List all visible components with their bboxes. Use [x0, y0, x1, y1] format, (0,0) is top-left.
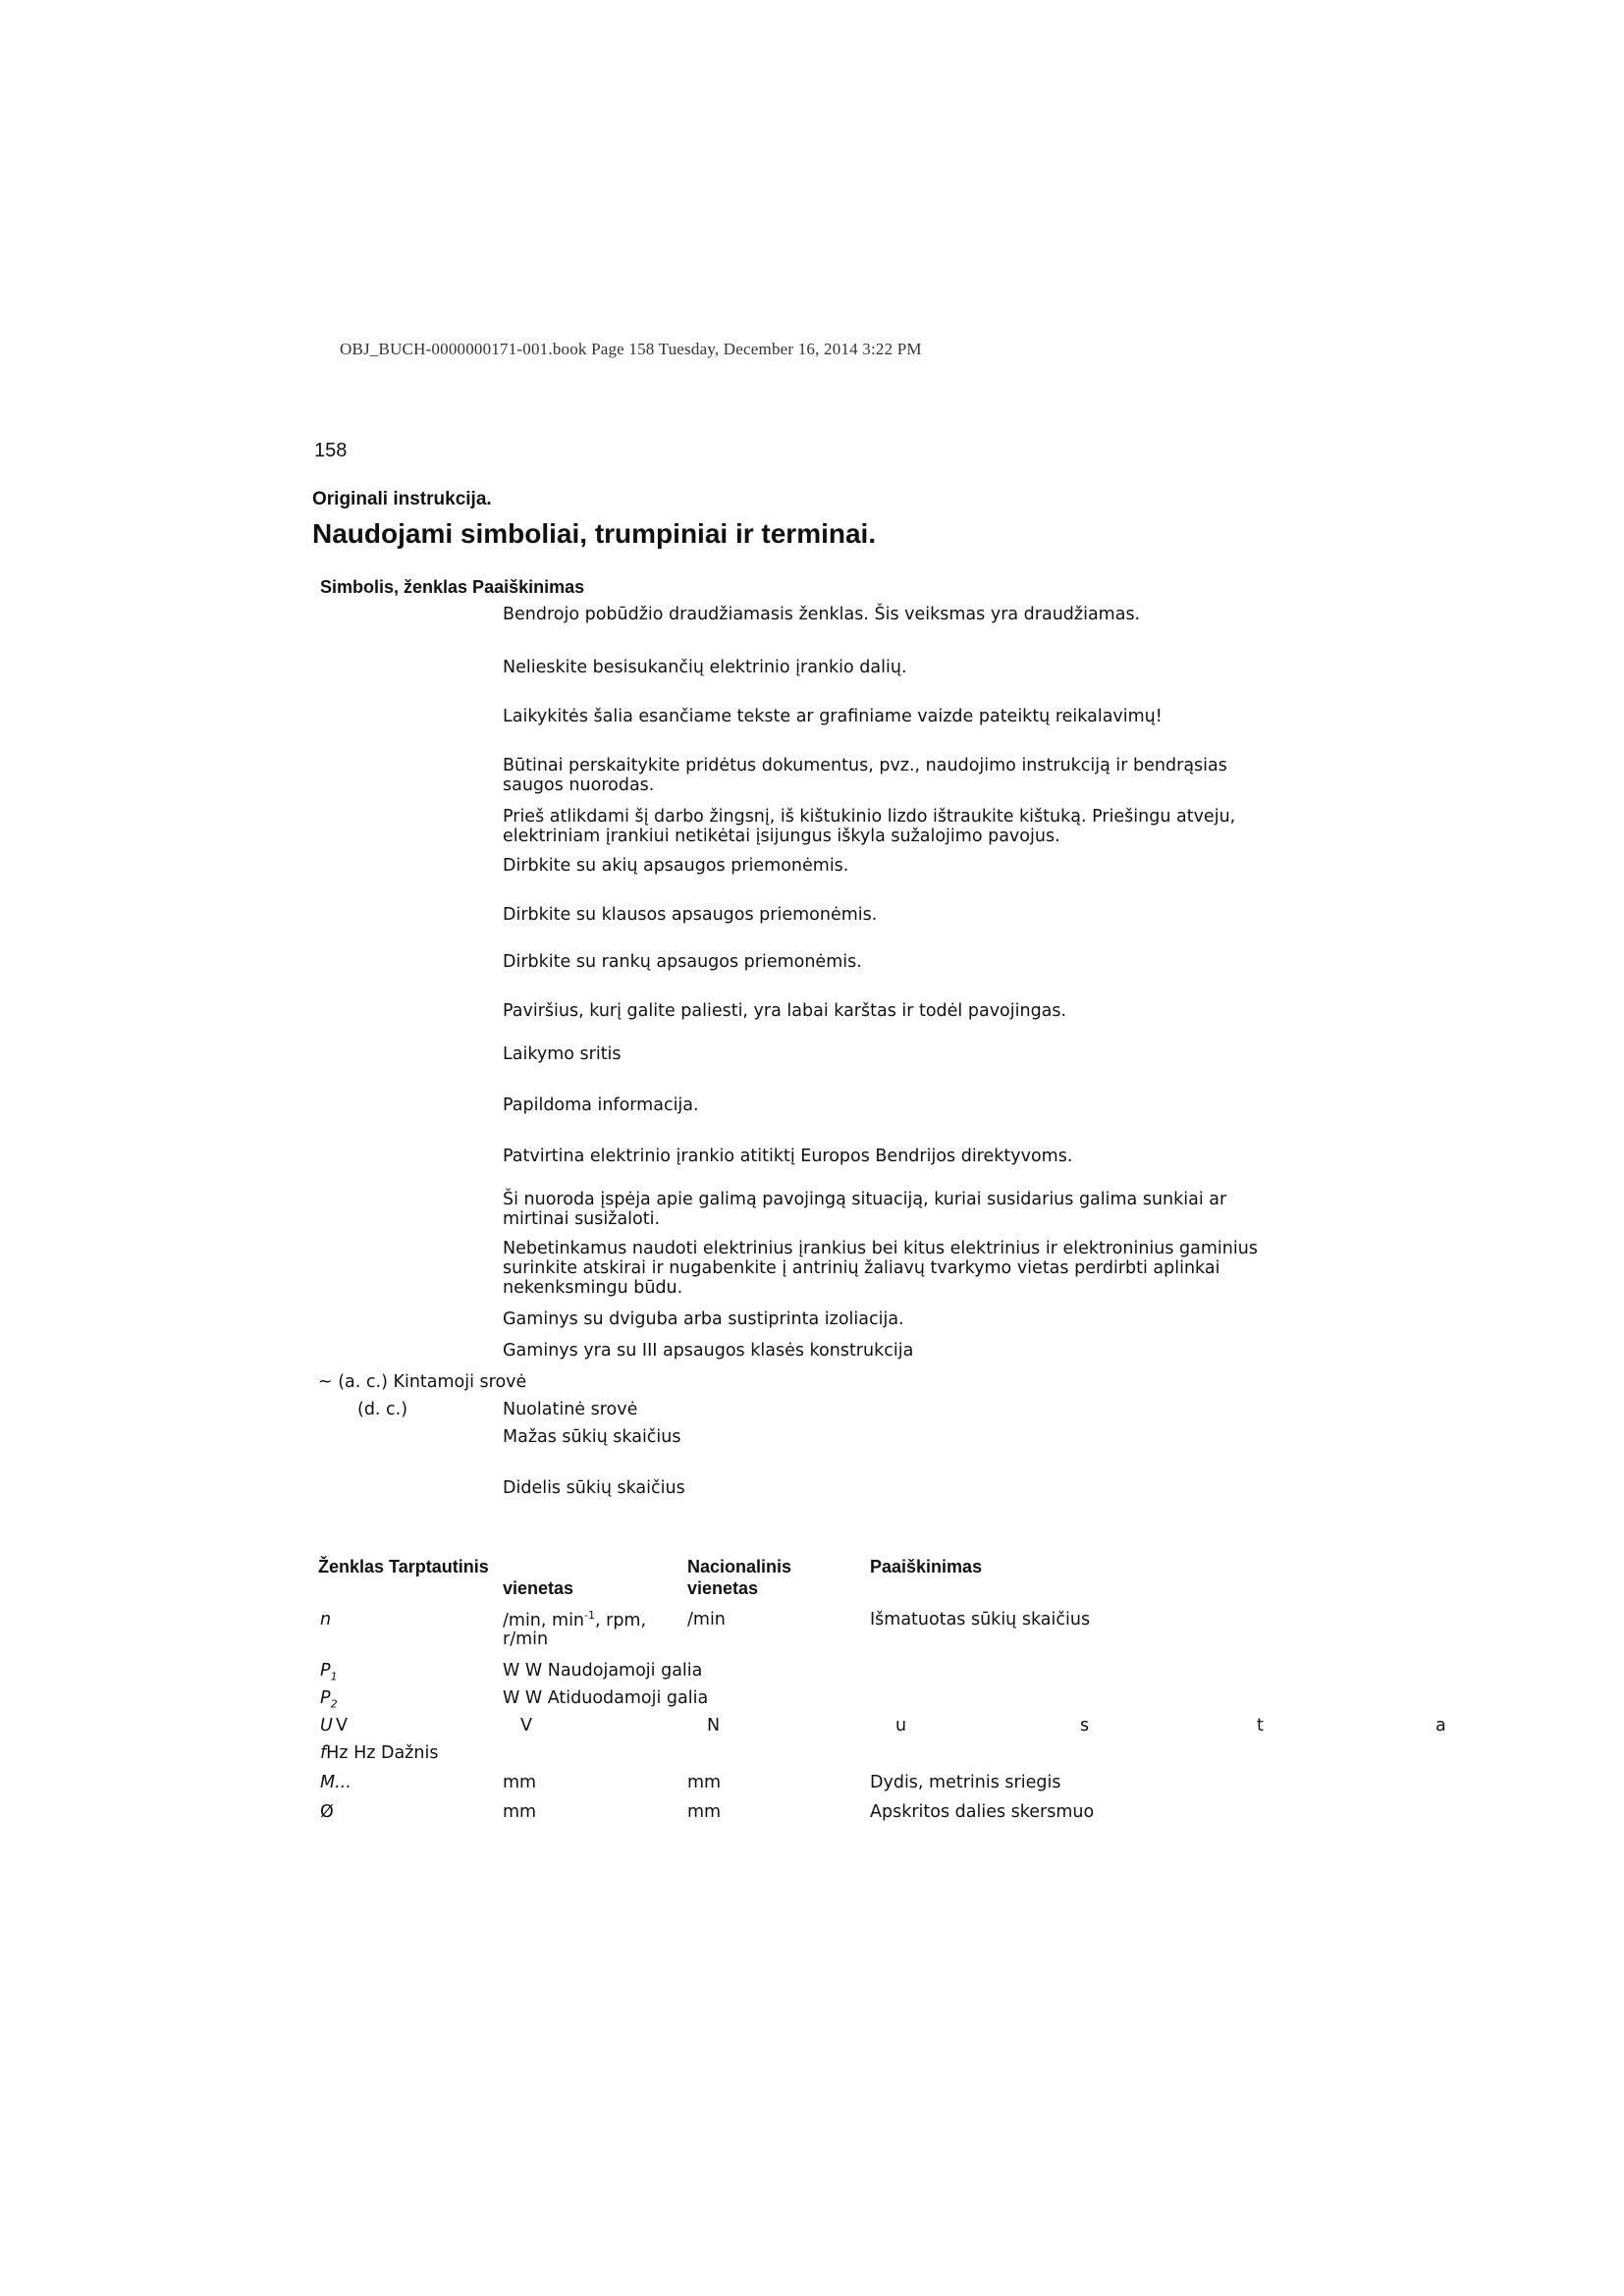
prohibition-desc: Bendrojo pobūdžio draudžiamasis ženklas. Šis veiksmas yra draudžiamas.: [503, 605, 1141, 624]
protection-class-iii-desc: Gaminys yra su III apsaugos klasės konstrukcija: [503, 1341, 914, 1361]
table-row-u-letter: u: [895, 1716, 907, 1735]
table-row-d-national: mm: [687, 1802, 722, 1822]
table-row-m-intl: mm: [503, 1773, 537, 1792]
table-row-d-explanation: Apskritos dalies skersmuo: [870, 1802, 1095, 1822]
symbols-section-header: Simbolis, ženklas Paaiškinimas: [320, 577, 585, 597]
table-row-u-letter: t: [1257, 1716, 1264, 1735]
ac-current-line: ~ (a. c.) Kintamoji srovė: [318, 1372, 527, 1392]
dc-desc: Nuolatinė srovė: [503, 1400, 638, 1419]
table-row-u-national: V: [520, 1716, 532, 1735]
table-row-u-sign: U: [320, 1716, 333, 1735]
table-row-m-national: mm: [687, 1773, 722, 1792]
table-row-n-intl: /min, $\min^{-1}$, rpm,: [503, 1609, 647, 1630]
hearing-protection-desc: Dirbkite su klausos apsaugos priemonėmis.: [503, 905, 878, 925]
table-row-u-intl: V: [336, 1716, 348, 1735]
table-row-n-explanation: Išmatuotas sūkių skaičius: [870, 1610, 1091, 1629]
table-row-p2-sign: $P_2$: [320, 1688, 338, 1711]
page-title: Naudojami simboliai, trumpiniai ir terminai.: [312, 518, 877, 549]
warning-desc: Ši nuoroda įspėja apie galimą pavojingą situaciją, kuriai susidarius galima sunkiai ar mirtinai susižaloti.: [503, 1190, 1227, 1229]
col-header-sign: Ženklas Tarptautinis: [318, 1557, 489, 1576]
book-header-line: OBJ_BUCH-0000000171-001.book Page 158 Tuesday, December 16, 2014 3:22 PM: [340, 340, 922, 358]
col-header-explanation: Paaiškinimas: [870, 1557, 983, 1576]
high-speed-desc: Didelis sūkių skaičius: [503, 1478, 685, 1498]
read-documents-desc: Būtinai perskaitykite pridėtus dokumentus, pvz., naudojimo instrukciją ir bendrąsias saugos nuorodas.: [503, 756, 1227, 795]
table-row-p1-text: W W Naudojamoji galia: [503, 1661, 703, 1681]
table-row-m-explanation: Dydis, metrinis sriegis: [870, 1773, 1061, 1792]
table-row-n-intl-cont: r/min: [503, 1629, 549, 1649]
observe-instructions-desc: Laikykitės šalia esančiame tekste ar grafiniame vaizde pateiktų reikalavimų!: [503, 707, 1163, 726]
hot-surface-desc: Paviršius, kurį galite paliesti, yra labai karštas ir todėl pavojingas.: [503, 1001, 1067, 1021]
original-instructions-label: Originali instrukcija.: [312, 489, 492, 509]
disposal-desc: Nebetinkamus naudoti elektrinius įrankius bei kitus elektrinius ir elektroninius gaminius surinkite atskirai ir nugabenkite į antrinių žaliavų tvarkymo vietas perdirbti aplinkai nekenksmingu būdu.: [503, 1239, 1258, 1298]
table-row-d-intl: mm: [503, 1802, 537, 1822]
rotating-parts-desc: Nelieskite besisukančių elektrinio įrankio dalių.: [503, 658, 907, 677]
col-header-national-l1: Nacionalinis: [687, 1557, 792, 1576]
col-header-intl-unit: vienetas: [503, 1578, 574, 1598]
hand-protection-desc: Dirbkite su rankų apsaugos priemonėmis.: [503, 952, 862, 972]
table-row-m-sign: M...: [320, 1773, 352, 1792]
table-row-f: fHz Hz Dažnis: [320, 1743, 439, 1763]
table-row-d-sign: Ø: [320, 1802, 334, 1822]
double-insulation-desc: Gaminys su dviguba arba sustiprinta izoliacija.: [503, 1309, 904, 1329]
table-row-n-sign: n: [320, 1610, 332, 1629]
unplug-desc: Prieš atlikdami šį darbo žingsnį, iš kištukinio lizdo ištraukite kištuką. Priešingu atveju, elektriniam įrankiui netikėtai įsijungus iškyla sužalojimo pavojus.: [503, 807, 1236, 846]
col-header-national-l2: vienetas: [687, 1578, 759, 1598]
additional-info-desc: Papildoma informacija.: [503, 1095, 699, 1115]
grip-area-desc: Laikymo sritis: [503, 1044, 622, 1064]
page-number: 158: [314, 440, 348, 461]
eye-protection-desc: Dirbkite su akių apsaugos priemonėmis.: [503, 856, 849, 876]
ec-conformity-desc: Patvirtina elektrinio įrankio atitiktį Europos Bendrijos direktyvoms.: [503, 1147, 1073, 1166]
table-row-p1-sign: $P_1$: [320, 1661, 338, 1683]
table-row-u-letter: s: [1080, 1716, 1090, 1735]
table-row-u-letter: N: [707, 1716, 721, 1735]
dc-label: (d. c.): [357, 1400, 408, 1419]
table-row-n-national: /min: [687, 1610, 726, 1629]
table-row-p2-text: W W Atiduodamoji galia: [503, 1688, 709, 1708]
low-speed-desc: Mažas sūkių skaičius: [503, 1427, 681, 1447]
table-row-u-letter: a: [1435, 1716, 1446, 1735]
